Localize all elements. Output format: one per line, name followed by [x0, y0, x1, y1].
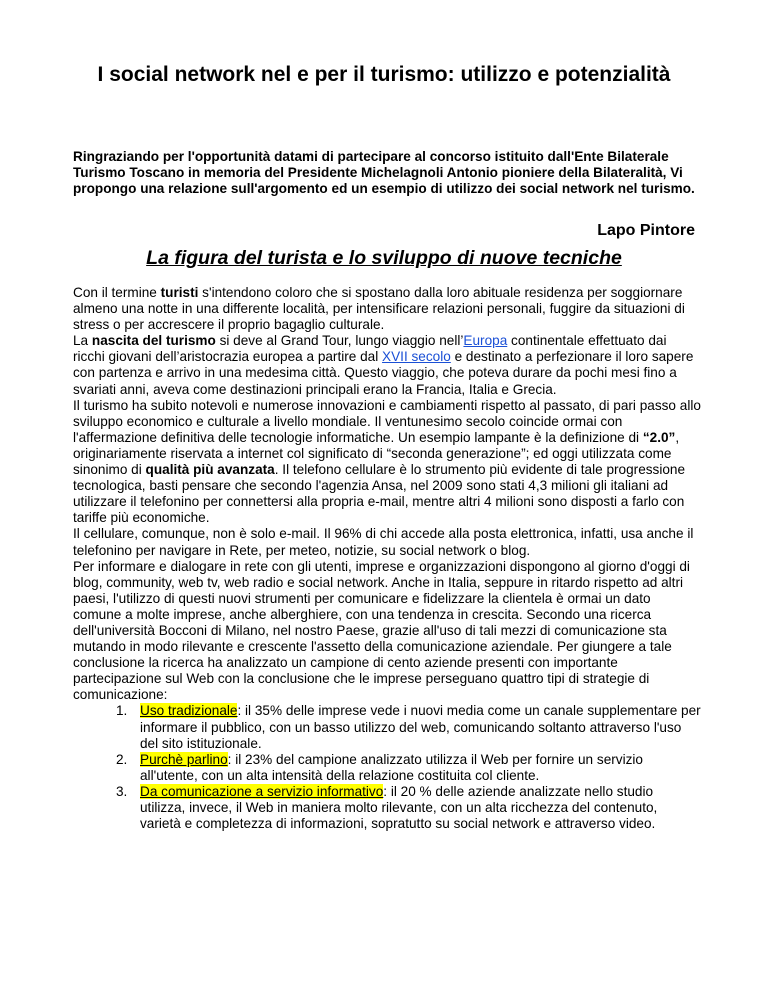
- paragraph-innovazioni: Il turismo ha subito notevoli e numerose innovazioni e cambiamenti rispetto al passato, di pari passo allo sviluppo economico e culturale a livello mondiale. Il ventunesimo secolo coincide ormai con l'affermazione definitiva delle tecnologie informatiche. Un esempio lampante è la definizione di “2.0”, originariamente riservata a internet col significato di “seconda generazione”; ed oggi utilizzata come sinonimo di qualità più avanzata. Il telefono cellulare è lo strumento più evidente di tale progressione tecnologica, basti pensare che secondo l'agenzia Ansa, nel 2009 sono stati 4,3 milioni gli italiani ad utilizzare il telefonino per connettersi alla propria e-mail, mentre altri 4 milioni sono disposti a farlo con tariffe più economiche.: [73, 397, 701, 526]
- paragraph-imprese: Per informare e dialogare in rete con gli utenti, imprese e organizzazioni dispongono al giorno d'oggi di blog, community, web tv, web radio e social network. Anche in Italia, seppure in ritardo rispetto ad altri paesi, l'utilizzo di questi nuovi strumenti per comunicare e fidelizzare la clientela è ormai un dato comune a molte imprese, anche alberghiere, con una tendenza in crescita. Secondo una ricerca dell'università Bocconi di Milano, nel nostro Paese, grazie all'uso di tali mezzi di comunicazione sta mutando in modo rilevante e crescente l'assetto della comunicazione aziendale. Per giungere a tale conclusione la ricerca ha analizzato un campione di cento aziende presenti con importante partecipazione sul Web con la conclusione che le imprese perseguano quattro tipi di strategie di comunicazione:: [73, 558, 690, 703]
- term-turisti: turisti: [160, 285, 199, 300]
- link-xvii-secolo[interactable]: XVII secolo: [382, 349, 451, 365]
- list-number: 1.: [116, 703, 128, 719]
- page-title: I social network nel e per il turismo: utilizzo e potenzialità: [97, 63, 671, 86]
- strategies-list: [73, 703, 701, 832]
- strategy-label: Uso tradizionale: [140, 703, 238, 719]
- paragraph-turisti: Con il termine turisti s'intendono coloro che si spostano dalla loro abituale residenza per soggiornare almeno una notte in una differente località, per intensificare relazioni personali, fuggire da situazioni di stress o per accrescere il proprio bagaglio culturale.: [73, 285, 685, 333]
- paragraph-nascita: La nascita del turismo si deve al Grand Tour, lungo viaggio nell’Europa continentale effettuato dai ricchi giovani dell’aristocrazia europea a partire dal XVII secolo e destinato a perfezionare il loro sapere con partenza e arrivo in una medesima città. Questo viaggio, che poteva durare da pochi mesi fino a svariati anni, aveva come destinazioni principali erano la Francia, Italia e Grecia.: [73, 333, 694, 397]
- term-qualita-avanzata: qualità più avanzata: [145, 462, 275, 478]
- intro-paragraph: Ringraziando per l'opportunità datami di partecipare al concorso istituito dall'Ente Bilaterale Turismo Toscano in memoria del Presidente Michelagnoli Antonio pioniere della Bilateralità, Vi propongo una relazione sull'argomento ed un esempio di utilizzo dei social network nel turismo.: [73, 149, 695, 196]
- author-name: Lapo Pintore: [597, 222, 695, 239]
- term-nascita-del-turismo: nascita del turismo: [91, 333, 216, 349]
- list-item: 1. Uso tradizionale: il 35% delle imprese vede i nuovi media come un canale supplementare per informare il pubblico, con un basso utilizzo del web, comunicando soltanto attraverso l'uso del sito istituzionale.: [116, 703, 701, 751]
- section-heading: La figura del turista e lo sviluppo di nuove tecniche: [146, 247, 622, 269]
- body-text: [73, 285, 701, 832]
- list-number: 2.: [116, 751, 128, 767]
- list-number: 3.: [116, 783, 128, 799]
- term-2-0: “2.0”: [642, 429, 676, 445]
- list-item: 2. Purchè parlino: il 23% del campione analizzato utilizza il Web per fornire un servizio all'utente, con un alta intensità della relazione costituita col cliente.: [116, 751, 643, 783]
- strategy-label: Purchè parlino: [140, 751, 228, 767]
- paragraph-cellulare: Il cellulare, comunque, non è solo e-mail. Il 96% di chi accede alla posta elettronica, infatti, usa anche il telefonino per navigare in Rete, per meteo, notizie, su social network o blog.: [73, 526, 694, 558]
- strategy-label: Da comunicazione a servizio informativo: [140, 783, 384, 799]
- list-item: 3. Da comunicazione a servizio informativo: il 20 % delle aziende analizzate nello studio utilizza, invece, il Web in maniera molto rilevante, con un alta ricchezza del contenuto, varietà e completezza di informazioni, sopratutto su social network e attraverso video.: [116, 783, 658, 832]
- link-europa[interactable]: Europa: [463, 333, 508, 349]
